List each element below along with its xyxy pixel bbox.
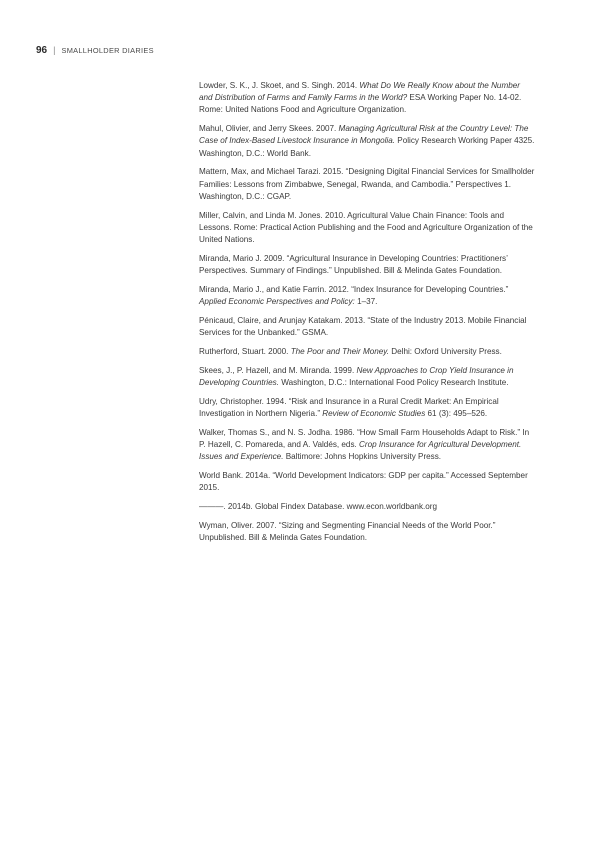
- running-title: SMALLHOLDER DIARIES: [61, 46, 154, 55]
- reference-entry: Skees, J., P. Hazell, and M. Miranda. 1999. New Approaches to Crop Yield Insurance in Developing Countries. Washington, D.C.: International Food Policy Research Institute.: [199, 365, 514, 387]
- reference-entry: Miranda, Mario J. 2009. “Agricultural Insurance in Developing Countries: Practitioners’ Perspectives. Summary of Findings.” Unpublished. Bill & Melinda Gates Foundation.: [199, 253, 508, 276]
- reference-entry: Miller, Calvin, and Linda M. Jones. 2010. Agricultural Value Chain Finance: Tools and Lessons. Rome: Practical Action Publishing and the Food and Agriculture Organization of the United Nations.: [199, 210, 533, 245]
- reference-entry: Pénicaud, Claire, and Arunjay Katakam. 2013. “State of the Industry 2013. Mobile Financial Services for the Unbanked.” GSMA.: [199, 315, 527, 338]
- reference-entry: ———. 2014b. Global Findex Database. www.econ.worldbank.org: [199, 501, 438, 511]
- reference-entry: Rutherford, Stuart. 2000. The Poor and Their Money. Delhi: Oxford University Press.: [199, 346, 502, 356]
- reference-entry: Udry, Christopher. 1994. “Risk and Insurance in a Rural Credit Market: An Empirical Investigation in Northern Nigeria.” Review of Economic Studies 61 (3): 495–526.: [199, 396, 499, 418]
- reference-entry: Mattern, Max, and Michael Tarazi. 2015. “Designing Digital Financial Services for Smallholder Families: Lessons from Zimbabwe, Senegal, Rwanda, and Cambodia.” Perspectives 1. Washington, D.C.: CGAP.: [199, 167, 535, 201]
- reference-entry: World Bank. 2014a. “World Development Indicators: GDP per capita.” Accessed September 2015.: [199, 470, 528, 493]
- reference-entry: Walker, Thomas S., and N. S. Jodha. 1986. “How Small Farm Households Adapt to Risk.” In P. Hazell, C. Pomareda, and A. Valdés, eds. Crop Insurance for Agricultural Development. Issues and Experience. Baltimore: Johns Hopkins University Press.: [199, 427, 530, 462]
- reference-entry: Wyman, Oliver. 2007. “Sizing and Segmenting Financial Needs of the World Poor.” Unpublished. Bill & Melinda Gates Foundation.: [199, 520, 496, 542]
- page-number: 96: [36, 45, 48, 56]
- page-header: [36, 45, 154, 56]
- header-separator: |: [53, 45, 56, 55]
- reference-list: [199, 80, 535, 551]
- reference-entry: Miranda, Mario J., and Katie Farrin. 2012. “Index Insurance for Developing Countries.” Applied Economic Perspectives and Policy: 1–37.: [199, 284, 509, 307]
- reference-entry: Mahul, Olivier, and Jerry Skees. 2007. Managing Agricultural Risk at the Country Level: The Case of Index-Based Livestock Insurance in Mongolia. Policy Research Working Paper 4325. Washington, D.C.: World Bank.: [199, 124, 535, 158]
- reference-entry: Lowder, S. K., J. Skoet, and S. Singh. 2014. What Do We Really Know about the Number and Distribution of Farms and Family Farms in the World? ESA Working Paper No. 14-02. Rome: United Nations Food and Agriculture Organization.: [199, 81, 522, 115]
